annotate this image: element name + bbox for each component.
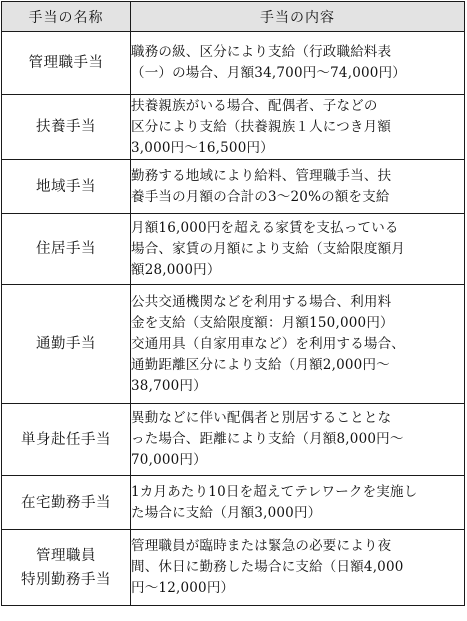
allowance-table-container	[1, 1, 466, 619]
allowance-name: 管理職員	[36, 547, 96, 564]
allowance-content-line: （一）の場合、月額34,700円～74,000円）	[131, 65, 406, 81]
allowance-content-line: 公共交通機関などを利用する場合、利用料	[131, 293, 392, 310]
table-row	[2, 95, 465, 160]
allowance-content-cell	[131, 95, 465, 160]
allowance-content-cell	[131, 160, 465, 214]
allowance-content-line: 70,000円）	[131, 452, 207, 468]
allowance-content-line: 通勤距離区分により支給（月額2,000円～	[131, 356, 390, 373]
allowance-content-line: った場合、距離により支給（月額8,000円～	[131, 431, 404, 447]
allowance-table	[1, 1, 465, 606]
allowance-name: 扶養手当	[36, 119, 96, 135]
allowance-name: 在宅勤務手当	[21, 494, 111, 511]
allowance-content-line: 月額16,000円を超える家賃を支払っている	[131, 219, 399, 236]
allowance-content-cell	[131, 32, 465, 95]
allowance-name: 地域手当	[36, 178, 96, 195]
allowance-content-line: 区分により支給（扶養親族１人につき月額	[131, 118, 392, 135]
table-row	[2, 285, 465, 404]
allowance-content-line: 3,000円～16,500円）	[131, 139, 274, 156]
allowance-name-cell	[2, 160, 131, 214]
allowance-content-line: 1カ月あたり10日を超えてテレワークを実施し	[131, 483, 418, 500]
table-row	[2, 214, 465, 285]
table-row	[2, 160, 465, 214]
allowance-content-line: 円～12,000円）	[131, 580, 235, 596]
allowance-name: 特別勤務手当	[21, 571, 111, 588]
allowance-name-cell	[2, 530, 131, 606]
header-allowance-name: 手当の名称	[2, 2, 131, 32]
allowance-name-cell	[2, 214, 131, 285]
allowance-name: 単身赴任手当	[21, 431, 111, 448]
table-row	[2, 404, 465, 476]
allowance-name: 住居手当	[36, 241, 96, 257]
allowance-content-line: 管理職員が臨時または緊急の必要により夜	[131, 538, 392, 554]
allowance-content-line: 38,700円）	[131, 377, 207, 394]
table-body	[2, 32, 465, 606]
table-row	[2, 32, 465, 95]
allowance-content-line: 職務の級、区分により支給（行政職給料表	[131, 44, 392, 60]
allowance-content-line: 間、休日に勤務した場合に支給（日額4,000	[131, 559, 404, 575]
allowance-content-line: た場合に支給（月額3,000円）	[131, 504, 322, 521]
allowance-content-line: 扶養親族がいる場合、配偶者、子などの	[131, 97, 378, 114]
allowance-name-cell	[2, 285, 131, 404]
allowance-content-cell	[131, 530, 465, 606]
allowance-content-cell	[131, 285, 465, 404]
allowance-name-cell	[2, 32, 131, 95]
allowance-content-cell	[131, 214, 465, 285]
allowance-content-cell	[131, 476, 465, 530]
allowance-name-cell	[2, 95, 131, 160]
header-allowance-content: 手当の内容	[131, 2, 465, 32]
allowance-name-cell	[2, 476, 131, 530]
allowance-content-line: 額28,000円）	[131, 261, 221, 278]
header-row	[2, 2, 465, 32]
allowance-content-line: 異動などに伴い配偶者と別居することとな	[131, 410, 392, 426]
allowance-name-cell	[2, 404, 131, 476]
allowance-content-line: 場合、家賃の月額により支給（支給限度額月	[131, 240, 405, 257]
allowance-name: 通勤手当	[36, 336, 96, 352]
allowance-content-line: 勤務する地域により給料、管理職手当、扶	[131, 167, 392, 184]
allowance-name: 管理職手当	[28, 55, 104, 71]
allowance-content-line: 養手当の月額の合計の3～20%の額を支給	[131, 188, 390, 205]
allowance-content-cell	[131, 404, 465, 476]
allowance-content-line: 金を支給（支給限度額：月額150,000円）	[131, 314, 394, 331]
table-header	[2, 2, 465, 32]
table-row	[2, 530, 465, 606]
allowance-content-line: 交通用具（自家用車など）を利用する場合、	[131, 335, 405, 352]
table-row	[2, 476, 465, 530]
